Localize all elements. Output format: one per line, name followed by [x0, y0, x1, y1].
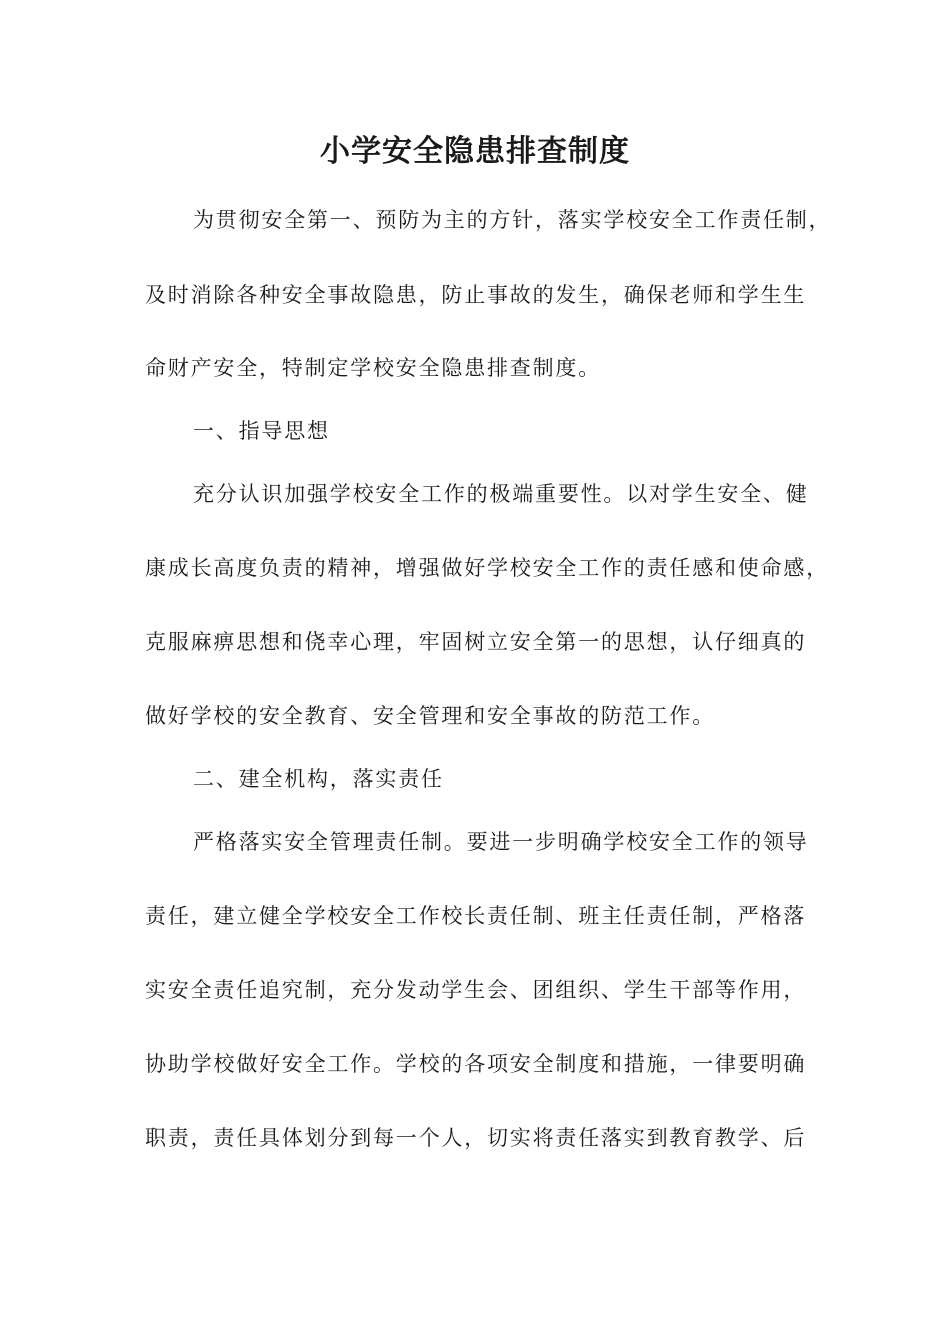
paragraph-line: 实安全责任追究制，充分发动学生会、团组织、学生干部等作用，	[145, 978, 807, 1002]
paragraph-line: 康成长高度负责的精神，增强做好学校安全工作的责任感和使命感，	[145, 556, 829, 580]
document-title: 小学安全隐患排查制度	[320, 134, 630, 169]
paragraph-line: 协助学校做好安全工作。学校的各项安全制度和措施，一律要明确	[145, 1052, 807, 1076]
paragraph-line: 责任，建立健全学校安全工作校长责任制、班主任责任制，严格落	[145, 904, 807, 928]
paragraph-line: 及时消除各种安全事故隐患，防止事故的发生，确保老师和学生生	[145, 283, 807, 307]
section-heading: 二、建全机构，落实责任	[193, 767, 444, 791]
paragraph-line: 为贯彻安全第一、预防为主的方针，落实学校安全工作责任制，	[193, 208, 832, 232]
paragraph-line: 克服麻痹思想和侥幸心理，牢固树立安全第一的思想，认仔细真的	[145, 630, 807, 654]
paragraph-line: 充分认识加强学校安全工作的极端重要性。以对学生安全、健	[193, 482, 809, 506]
paragraph-line: 职责，责任具体划分到每一个人，切实将责任落实到教育教学、后	[145, 1126, 807, 1150]
paragraph-line: 做好学校的安全教育、安全管理和安全事故的防范工作。	[145, 704, 715, 728]
section-heading: 一、指导思想	[193, 419, 330, 443]
paragraph-line: 命财产安全，特制定学校安全隐患排查制度。	[145, 356, 601, 380]
paragraph-line: 严格落实安全管理责任制。要进一步明确学校安全工作的领导	[193, 830, 809, 854]
